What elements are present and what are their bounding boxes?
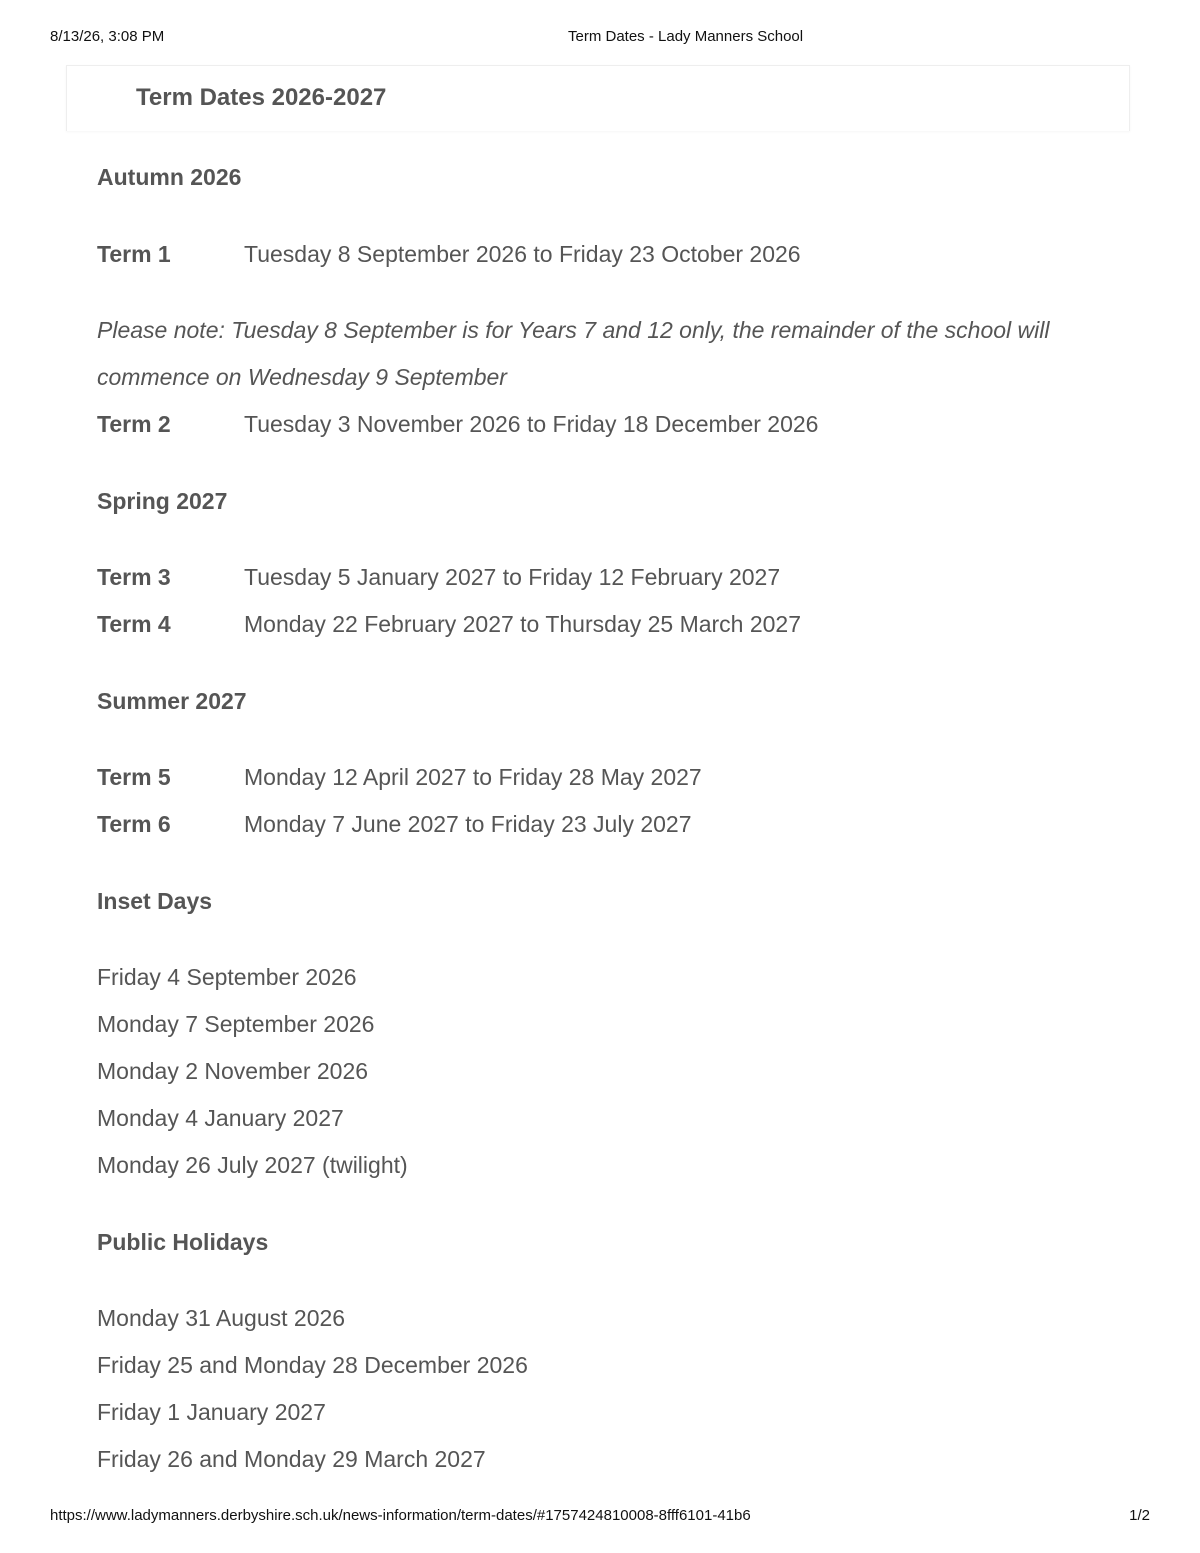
print-url: https://www.ladymanners.derbyshire.sch.uk/news-information/term-dates/#1757424810008-8fff6101-41b6	[50, 1507, 751, 1524]
term-dates: Tuesday 3 November 2026 to Friday 18 December 2026	[244, 411, 819, 437]
term-dates: Monday 12 April 2027 to Friday 28 May 2027	[244, 764, 702, 790]
public-holiday-item: Friday 1 January 2027	[97, 1399, 326, 1425]
print-header	[0, 28, 1200, 48]
section-heading-summer: Summer 2027	[97, 688, 247, 714]
section-heading-spring: Spring 2027	[97, 488, 228, 514]
print-footer	[0, 1507, 1200, 1527]
section-heading-autumn: Autumn 2026	[97, 164, 242, 190]
section-heading-public-holidays: Public Holidays	[97, 1229, 269, 1255]
section-heading-inset-days: Inset Days	[97, 888, 213, 914]
public-holiday-item: Friday 25 and Monday 28 December 2026	[97, 1352, 528, 1378]
inset-day-item: Monday 2 November 2026	[97, 1058, 369, 1084]
title-box	[66, 65, 1130, 131]
inset-day-item: Monday 26 July 2027 (twilight)	[97, 1152, 408, 1178]
inset-day-item: Monday 4 January 2027	[97, 1105, 344, 1131]
term-row-6	[97, 809, 692, 839]
term-dates: Monday 22 February 2027 to Thursday 25 March 2027	[244, 611, 802, 637]
term-row-3	[97, 562, 780, 592]
public-holiday-item: Friday 26 and Monday 29 March 2027	[97, 1446, 486, 1472]
page-title: Term Dates 2026-2027	[136, 84, 387, 111]
autumn-note-line-2: commence on Wednesday 9 September	[97, 364, 507, 390]
term-label: Term 4	[97, 611, 171, 637]
term-dates: Monday 7 June 2027 to Friday 23 July 2027	[244, 811, 692, 837]
inset-day-item: Monday 7 September 2026	[97, 1011, 375, 1037]
term-row-2	[97, 409, 818, 439]
term-dates: Tuesday 5 January 2027 to Friday 12 February 2027	[244, 564, 781, 590]
term-label: Term 3	[97, 564, 171, 590]
term-row-5	[97, 762, 702, 792]
term-row-1	[97, 239, 801, 269]
term-dates: Tuesday 8 September 2026 to Friday 23 October 2026	[244, 241, 801, 267]
print-page-title: Term Dates - Lady Manners School	[568, 28, 804, 45]
term-label: Term 1	[97, 241, 171, 267]
autumn-note-line-1: Please note: Tuesday 8 September is for Years 7 and 12 only, the remainder of the school will	[97, 317, 1050, 343]
term-label: Term 2	[97, 411, 171, 437]
print-datetime: 8/13/26, 3:08 PM	[50, 28, 165, 45]
inset-day-item: Friday 4 September 2026	[97, 964, 357, 990]
print-page-number: 1/2	[1129, 1507, 1150, 1524]
term-label: Term 6	[97, 811, 171, 837]
public-holiday-item: Monday 31 August 2026	[97, 1305, 346, 1331]
term-row-4	[97, 609, 801, 639]
term-label: Term 5	[97, 764, 171, 790]
